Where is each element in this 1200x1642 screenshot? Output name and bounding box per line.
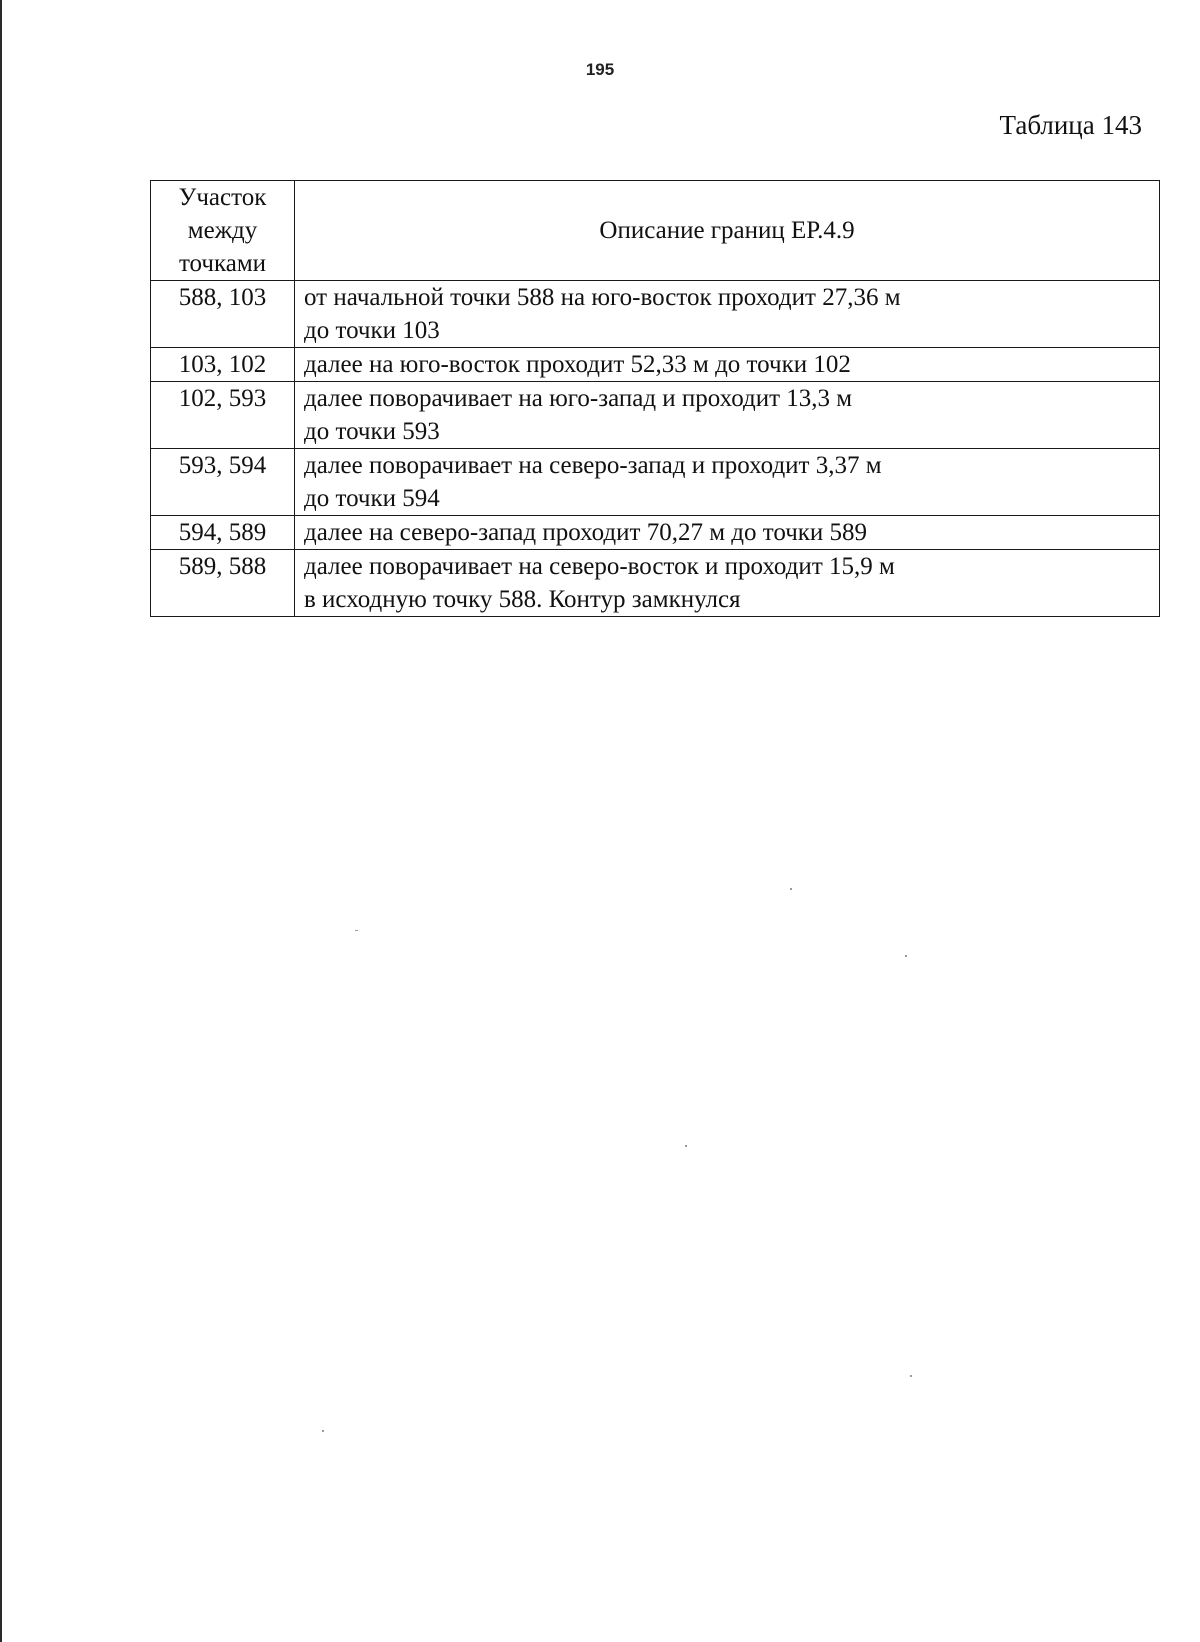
description-line: далее на юго-восток проходит 52,33 м до точки 102 <box>304 351 851 378</box>
description-line: далее поворачивает на северо-восток и проходит 15,9 м <box>304 553 895 580</box>
description-line: в исходную точку 588. Контур замкнулся <box>304 586 741 613</box>
table-row <box>151 382 1160 449</box>
table-row <box>151 281 1160 348</box>
segment-cell: 103, 102 <box>151 348 295 382</box>
segment-cell: 102, 593 <box>151 382 295 449</box>
description-line: далее поворачивает на северо-запад и проходит 3,37 м <box>304 452 882 479</box>
header-description-cell: Описание границ ЕР.4.9 <box>295 181 1160 281</box>
scan-speck <box>322 1430 324 1432</box>
segment-cell: 594, 589 <box>151 516 295 550</box>
page-number: 195 <box>585 60 615 79</box>
table-row <box>151 516 1160 550</box>
table-caption: Таблица 143 <box>999 110 1142 140</box>
description-line: от начальной точки 588 на юго-восток проходит 27,36 м <box>304 284 901 311</box>
table-row <box>151 449 1160 516</box>
description-line: далее поворачивает на юго-запад и проходит 13,3 м <box>304 385 853 412</box>
description-cell <box>295 382 1160 449</box>
scan-edge-border <box>0 0 2 1642</box>
boundary-description-table <box>150 180 1160 617</box>
description-cell <box>295 281 1160 348</box>
header-segment-line: Участок <box>178 184 267 211</box>
header-segment-cell <box>151 181 295 281</box>
description-line: до точки 594 <box>304 485 440 512</box>
header-segment-line: точками <box>178 250 267 277</box>
description-line: до точки 593 <box>304 418 440 445</box>
description-cell <box>295 449 1160 516</box>
description-cell <box>295 550 1160 617</box>
description-cell <box>295 348 1160 382</box>
description-cell <box>295 516 1160 550</box>
scan-speck <box>910 1375 912 1377</box>
header-segment-line: между <box>187 217 258 244</box>
scan-speck <box>355 930 358 931</box>
scan-speck <box>685 1145 687 1147</box>
table-row <box>151 550 1160 617</box>
description-line: до точки 103 <box>304 317 440 344</box>
table-row <box>151 348 1160 382</box>
segment-cell: 589, 588 <box>151 550 295 617</box>
table-header-row <box>151 181 1160 281</box>
segment-cell: 593, 594 <box>151 449 295 516</box>
description-line: далее на северо-запад проходит 70,27 м до точки 589 <box>304 519 868 546</box>
segment-cell: 588, 103 <box>151 281 295 348</box>
scan-speck <box>905 955 907 957</box>
scan-speck <box>790 888 792 890</box>
